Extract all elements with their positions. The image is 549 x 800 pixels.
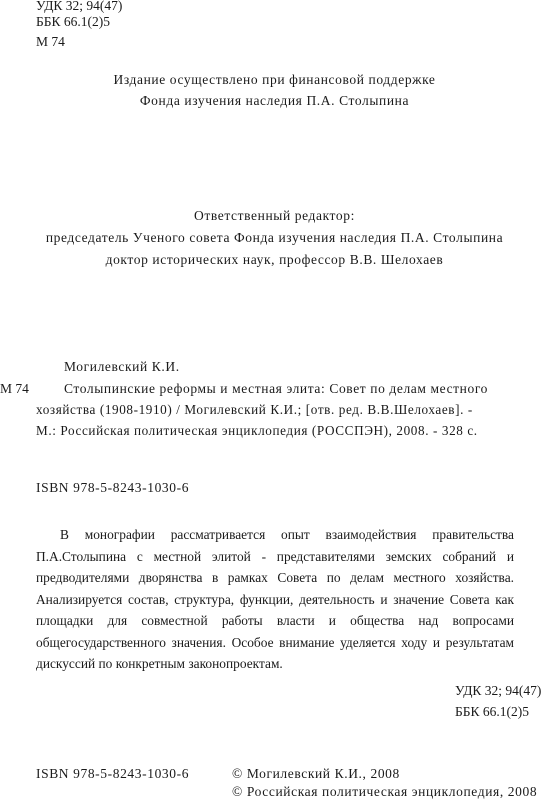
editor-heading: Ответственный редактор: (194, 208, 355, 223)
footer-udk-code: УДК 32; 94(47) (455, 683, 542, 698)
copyright-author: © Могилевский К.И., 2008 (232, 766, 400, 781)
bbk-code: ББК 66.1(2)5 (36, 14, 110, 29)
biblio-line1: Столыпинские реформы и местная элита: Совет по делам местного (64, 381, 488, 396)
abstract-paragraph: В монографии рассматривается опыт взаимодействия правительства П.А.Столыпина с местной элитой - представителями земских собраний и предводителями дворянства в рамках Совета по делам местного хозяйства. Анализируется состав, структура, функции, деятельность и значение Совета как площадки для совместной работы власти и общества над вопросами общегосударственного значения. Особое внимание уделяется ходу и результатам дискуссий по конкретным законопроектам. (36, 527, 514, 671)
biblio-line3: М.: Российская политическая энциклопедия (РОССПЭН), 2008. - 328 с. (36, 423, 478, 438)
copyright-publisher: © Российская политическая энциклопедия, 2008 (232, 784, 538, 799)
author-mark: М 74 (36, 34, 65, 49)
footer-isbn: ISBN 978-5-8243-1030-6 (36, 766, 190, 781)
biblio-line2: хозяйства (1908-1910) / Могилевский К.И.; [отв. ред. В.В.Шелохаев]. - (36, 402, 473, 417)
biblio-author: Могилевский К.И. (64, 359, 180, 374)
editor-position: председатель Ученого совета Фонда изучения наследия П.А. Столыпина (45, 230, 504, 245)
biblio-mark: М 74 (0, 381, 29, 396)
support-note-line2: Фонда изучения наследия П.А. Столыпина (139, 93, 410, 108)
footer-bbk-code: ББК 66.1(2)5 (455, 704, 529, 719)
udk-code: УДК 32; 94(47) (36, 0, 123, 13)
biblio-isbn: ISBN 978-5-8243-1030-6 (36, 480, 190, 495)
support-note-line1: Издание осуществлено при финансовой поддержке (113, 72, 436, 87)
editor-degree: доктор исторических наук, профессор В.В. Шелохаев (105, 252, 444, 267)
